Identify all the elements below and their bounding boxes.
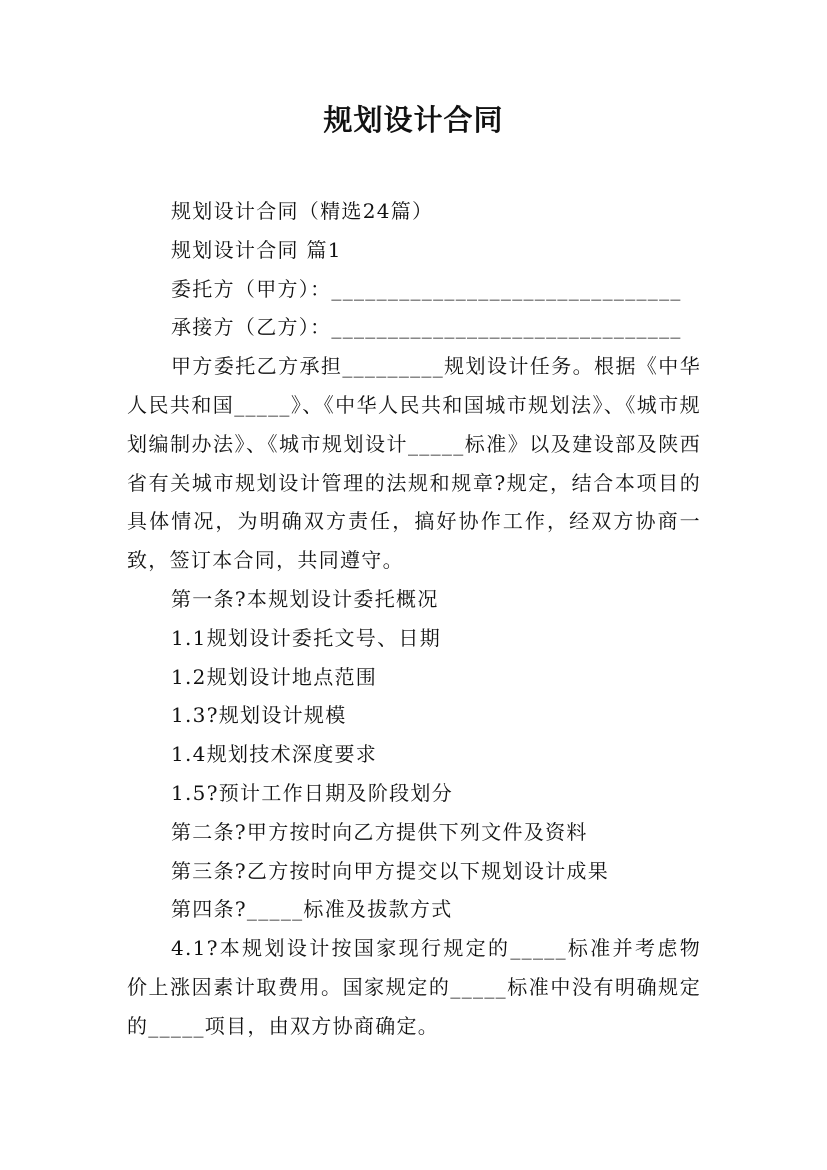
- clause-1-4: 1.4规划技术深度要求: [171, 742, 378, 767]
- clause-1-3: 1.3?规划设计规模: [171, 703, 347, 728]
- subtitle-line: 规划设计合同（精选24篇）: [171, 199, 434, 223]
- clause-1-5: 1.5?预计工作日期及阶段划分: [171, 780, 454, 805]
- clause-1-2: 1.2规划设计地点范围: [171, 664, 378, 689]
- clause-4-1-paragraph: 4.1?本规划设计按国家现行规定的_____标准并考虑物价上涨因素计取费用。国家规定的_____标准中没有明确规定的_____项目，由双方协商确定。: [127, 936, 701, 1038]
- clause-1-1: 1.1规划设计委托文号、日期: [171, 625, 442, 650]
- contractor-party-line: 承接方（乙方）：_______________________________: [171, 315, 682, 340]
- client-party-line: 委托方（甲方）：_______________________________: [171, 276, 682, 301]
- document-body: [127, 192, 701, 1046]
- intro-paragraph: 甲方委托乙方承担_________规划设计任务。根据《中华人民共和国_____》、《中华人民共和国城市规划法》、《城市规划编制办法》、《城市规划设计_____标准》以及建设部及陕西省有关城市规划设计管理的法规和规章?规定，结合本项目的具体情况，为明确双方责任，搞好协作工作，经双方协商一致，签订本合同，共同遵守。: [127, 354, 701, 573]
- article-3-heading: 第三条?乙方按时向甲方提交以下规划设计成果: [171, 858, 610, 883]
- section-heading: 规划设计合同 篇1: [171, 237, 342, 262]
- article-1-heading: 第一条?本规划设计委托概况: [171, 586, 439, 611]
- document-title: 规划设计合同: [323, 103, 504, 137]
- article-2-heading: 第二条?甲方按时向乙方提供下列文件及资料: [171, 819, 588, 844]
- article-4-heading: 第四条?_____标准及拔款方式: [171, 897, 453, 922]
